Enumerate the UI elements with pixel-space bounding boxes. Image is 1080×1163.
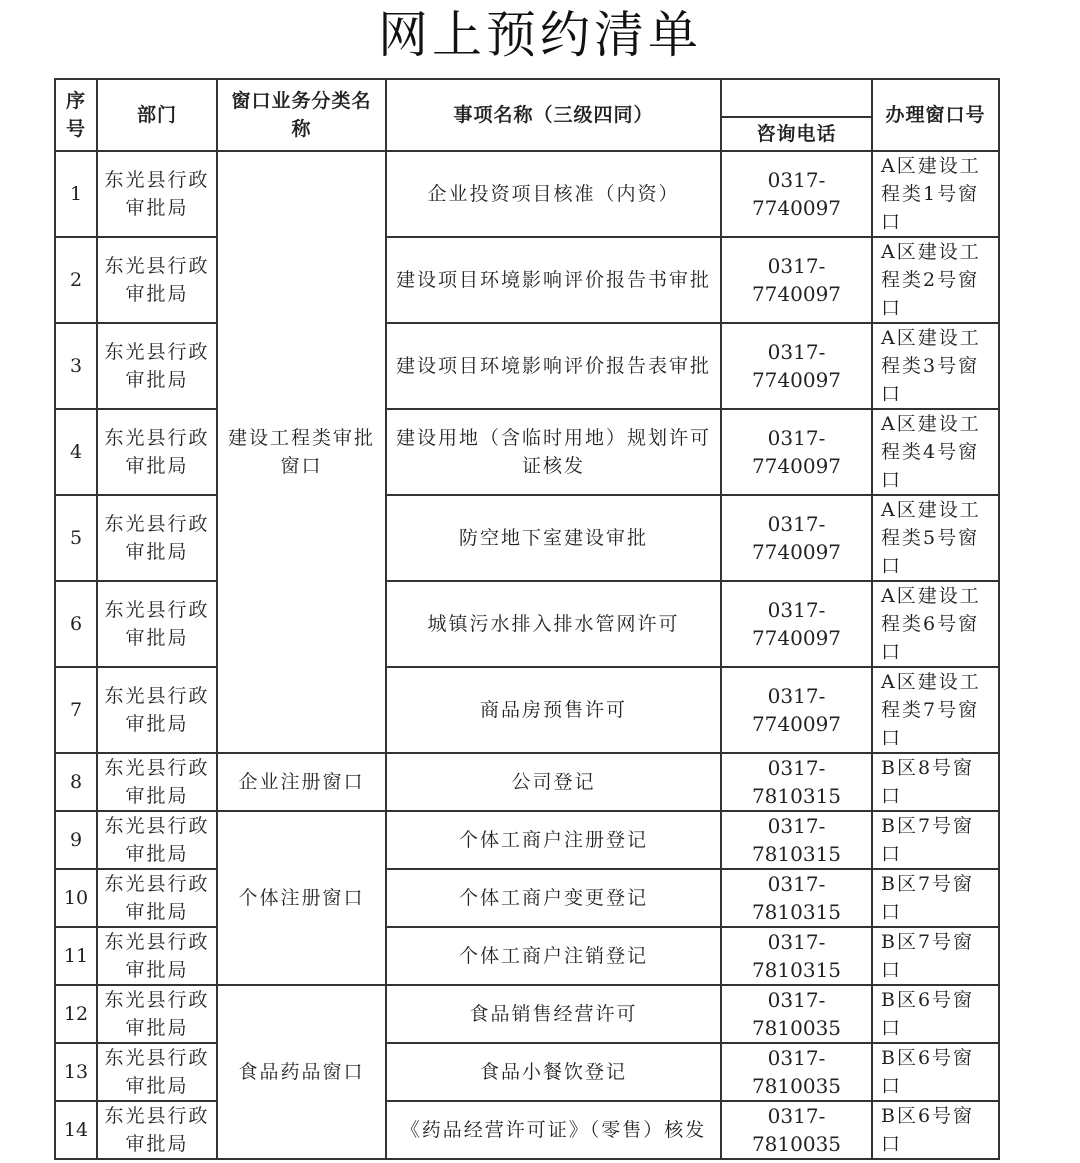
- cell-dept: 东光县行政审批局: [97, 151, 217, 237]
- group-enterprise: 企业注册窗口: [217, 753, 386, 811]
- cell-seq: 14: [55, 1101, 97, 1159]
- cell-dept: 东光县行政审批局: [97, 667, 217, 753]
- table-row: [55, 323, 999, 409]
- cell-window: A区建设工程类3号窗口: [872, 323, 999, 409]
- cell-phone: 0317-7810035: [721, 1043, 872, 1101]
- header-item: 事项名称（三级四同）: [386, 79, 721, 151]
- group-food-drug: 食品药品窗口: [217, 985, 386, 1159]
- cell-dept: 东光县行政审批局: [97, 753, 217, 811]
- cell-window: B区7号窗口: [872, 811, 999, 869]
- header-seq: 序号: [55, 79, 97, 151]
- cell-item: 商品房预售许可: [386, 667, 721, 753]
- cell-window: B区8号窗口: [872, 753, 999, 811]
- table-row: [55, 1043, 999, 1101]
- cell-phone: 0317-7740097: [721, 237, 872, 323]
- cell-seq: 10: [55, 869, 97, 927]
- cell-dept: 东光县行政审批局: [97, 581, 217, 667]
- cell-seq: 5: [55, 495, 97, 581]
- cell-item: 防空地下室建设审批: [386, 495, 721, 581]
- cell-seq: 1: [55, 151, 97, 237]
- cell-phone: 0317-7740097: [721, 151, 872, 237]
- cell-window: A区建设工程类2号窗口: [872, 237, 999, 323]
- header-category: 窗口业务分类名称: [217, 79, 386, 151]
- table-row: [55, 1101, 999, 1159]
- cell-item: 建设用地（含临时用地）规划许可证核发: [386, 409, 721, 495]
- cell-seq: 2: [55, 237, 97, 323]
- cell-item: 企业投资项目核准（内资）: [386, 151, 721, 237]
- cell-item: 城镇污水排入排水管网许可: [386, 581, 721, 667]
- cell-phone: 0317-7810315: [721, 869, 872, 927]
- cell-item: 建设项目环境影响评价报告书审批: [386, 237, 721, 323]
- cell-dept: 东光县行政审批局: [97, 323, 217, 409]
- cell-window: B区6号窗口: [872, 1043, 999, 1101]
- table-row: [55, 237, 999, 323]
- cell-window: A区建设工程类5号窗口: [872, 495, 999, 581]
- cell-dept: 东光县行政审批局: [97, 1101, 217, 1159]
- cell-phone: 0317-7740097: [721, 495, 872, 581]
- cell-phone: 0317-7810035: [721, 985, 872, 1043]
- cell-seq: 6: [55, 581, 97, 667]
- page-title: 网上预约清单: [378, 6, 702, 64]
- group-individual: 个体注册窗口: [217, 811, 386, 985]
- cell-phone: 0317-7740097: [721, 667, 872, 753]
- cell-item: 《药品经营许可证》（零售）核发: [386, 1101, 721, 1159]
- header-phone: 咨询电话: [721, 117, 872, 151]
- cell-dept: 东光县行政审批局: [97, 237, 217, 323]
- cell-dept: 东光县行政审批局: [97, 927, 217, 985]
- cell-phone: 0317-7740097: [721, 409, 872, 495]
- cell-window: A区建设工程类4号窗口: [872, 409, 999, 495]
- cell-seq: 3: [55, 323, 97, 409]
- cell-seq: 13: [55, 1043, 97, 1101]
- table-row: [55, 869, 999, 927]
- appointment-table: [54, 78, 1000, 1160]
- table-row: [55, 985, 999, 1043]
- cell-dept: 东光县行政审批局: [97, 1043, 217, 1101]
- cell-seq: 12: [55, 985, 97, 1043]
- table-row: [55, 667, 999, 753]
- table-row: [55, 811, 999, 869]
- cell-phone: 0317-7810035: [721, 1101, 872, 1159]
- cell-dept: 东光县行政审批局: [97, 495, 217, 581]
- cell-window: B区7号窗口: [872, 869, 999, 927]
- cell-item: 个体工商户注册登记: [386, 811, 721, 869]
- cell-phone: 0317-7810315: [721, 927, 872, 985]
- header-window: 办理窗口号: [872, 79, 999, 151]
- table-row: [55, 409, 999, 495]
- cell-item: 个体工商户变更登记: [386, 869, 721, 927]
- table-row: [55, 495, 999, 581]
- table-row: [55, 151, 999, 237]
- cell-phone: 0317-7810315: [721, 753, 872, 811]
- cell-seq: 7: [55, 667, 97, 753]
- cell-item: 食品小餐饮登记: [386, 1043, 721, 1101]
- cell-window: A区建设工程类6号窗口: [872, 581, 999, 667]
- cell-seq: 9: [55, 811, 97, 869]
- cell-phone: 0317-7740097: [721, 323, 872, 409]
- table-row: [55, 927, 999, 985]
- cell-item: 个体工商户注销登记: [386, 927, 721, 985]
- cell-seq: 8: [55, 753, 97, 811]
- cell-window: B区6号窗口: [872, 1101, 999, 1159]
- table-row: [55, 753, 999, 811]
- header-dept: 部门: [97, 79, 217, 151]
- cell-item: 建设项目环境影响评价报告表审批: [386, 323, 721, 409]
- cell-window: A区建设工程类1号窗口: [872, 151, 999, 237]
- cell-phone: 0317-7810315: [721, 811, 872, 869]
- header-phone-top: [721, 79, 872, 117]
- cell-item: 食品销售经营许可: [386, 985, 721, 1043]
- cell-window: B区6号窗口: [872, 985, 999, 1043]
- cell-dept: 东光县行政审批局: [97, 985, 217, 1043]
- cell-seq: 4: [55, 409, 97, 495]
- cell-window: B区7号窗口: [872, 927, 999, 985]
- cell-dept: 东光县行政审批局: [97, 811, 217, 869]
- cell-window: A区建设工程类7号窗口: [872, 667, 999, 753]
- group-construction: 建设工程类审批窗口: [217, 151, 386, 753]
- cell-dept: 东光县行政审批局: [97, 409, 217, 495]
- cell-seq: 11: [55, 927, 97, 985]
- cell-dept: 东光县行政审批局: [97, 869, 217, 927]
- cell-item: 公司登记: [386, 753, 721, 811]
- cell-phone: 0317-7740097: [721, 581, 872, 667]
- table-row: [55, 581, 999, 667]
